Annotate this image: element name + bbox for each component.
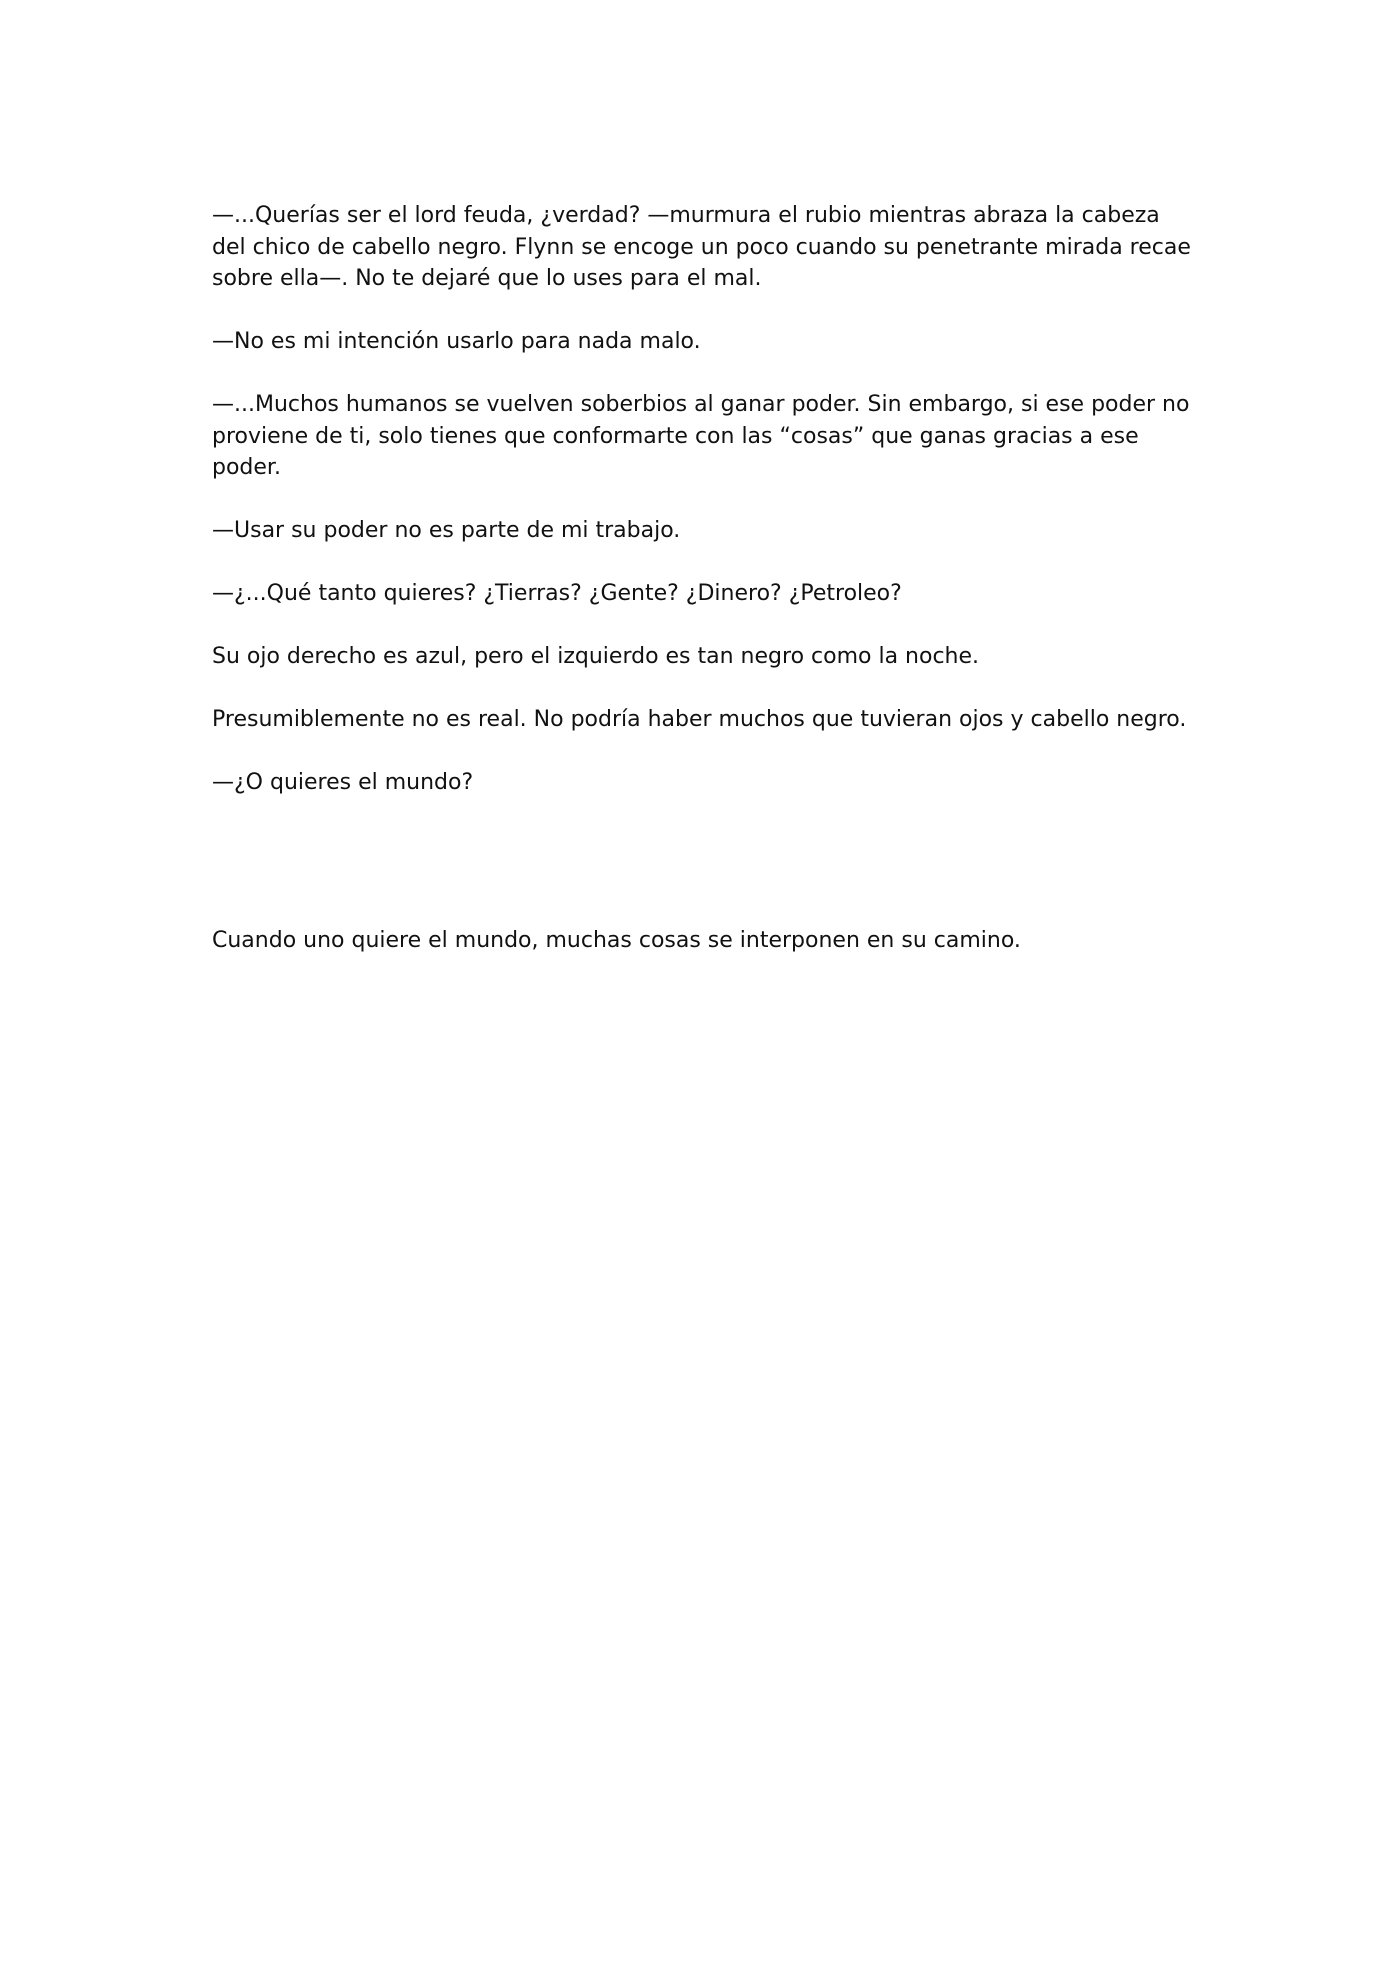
paragraph-9: Cuando uno quiere el mundo, muchas cosas se interponen en su camino. — [212, 928, 1021, 953]
section-spacer — [212, 830, 1192, 925]
paragraph-5: —¿...Qué tanto quieres? ¿Tierras? ¿Gente? ¿Dinero? ¿Petroleo? — [212, 581, 902, 606]
paragraph-8: —¿O quieres el mundo? — [212, 770, 474, 795]
paragraph-4: —Usar su poder no es parte de mi trabajo. — [212, 518, 681, 543]
document-body — [212, 200, 1192, 988]
paragraph-1: —...Querías ser el lord feuda, ¿verdad? —murmura el rubio mientras abraza la cabeza del chico de cabello negro. Flynn se encoge un poco cuando su penetrante mirada recae sobre ella—. No te dejaré que lo uses para el mal. — [212, 203, 1191, 291]
paragraph-6: Su ojo derecho es azul, pero el izquierdo es tan negro como la noche. — [212, 644, 980, 669]
paragraph-3: —...Muchos humanos se vuelven soberbios al ganar poder. Sin embargo, si ese poder no proviene de ti, solo tienes que conformarte con las “cosas” que ganas gracias a ese poder. — [212, 392, 1190, 480]
paragraph-7: Presumiblemente no es real. No podría haber muchos que tuvieran ojos y cabello negro. — [212, 707, 1187, 732]
paragraph-2: —No es mi intención usarlo para nada malo. — [212, 329, 701, 354]
